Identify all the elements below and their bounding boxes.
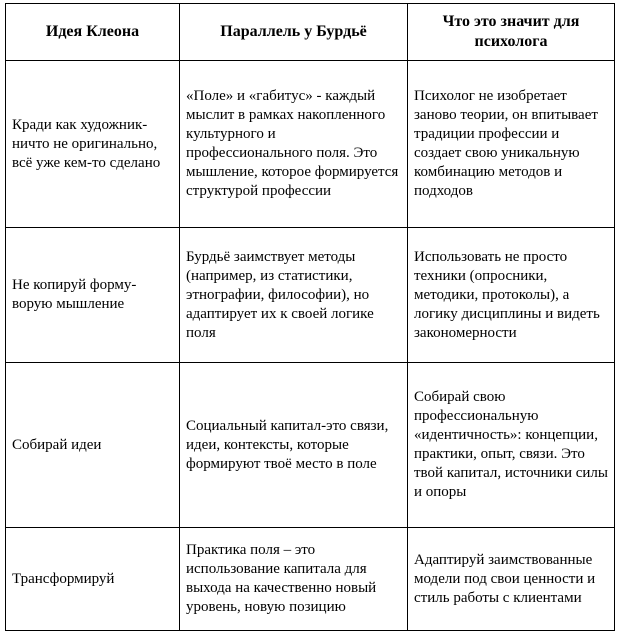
- cell-idea: Трансформируй: [6, 528, 180, 631]
- cell-meaning: Использовать не просто техники (опросники, методики, протоколы), а логику дисциплины и видеть закономерности: [408, 228, 615, 363]
- cell-idea: Не копируй форму-ворую мышление: [6, 228, 180, 363]
- header-bourdieu: Параллель у Бурдьё: [180, 4, 408, 61]
- cell-meaning: Психолог не изобретает заново теории, он впитывает традиции профессии и создает свою уникальную комбинацию методов и подходов: [408, 61, 615, 228]
- cell-bourdieu: «Поле» и «габитус» - каждый мыслит в рамках накопленного культурного и профессионального поля. Это мышление, которое формируется структурой профессии: [180, 61, 408, 228]
- table-row: [6, 61, 615, 228]
- cell-meaning: Собирай свою профессиональную «идентичность»: концепции, практики, опыт, связи. Это твой капитал, источники силы и опоры: [408, 363, 615, 528]
- header-idea: Идея Клеона: [6, 4, 180, 61]
- cell-idea: Собирай идеи: [6, 363, 180, 528]
- header-row: [6, 4, 615, 61]
- cell-meaning: Адаптируй заимствованные модели под свои ценности и стиль работы с клиентами: [408, 528, 615, 631]
- table-row: [6, 228, 615, 363]
- cell-idea: Кради как художник-ничто не оригинально, всё уже кем-то сделано: [6, 61, 180, 228]
- comparison-table: [5, 3, 615, 631]
- header-meaning: Что это значит для психолога: [408, 4, 615, 61]
- cell-bourdieu: Социальный капитал-это связи, идеи, контексты, которые формируют твоё место в поле: [180, 363, 408, 528]
- table-row: [6, 363, 615, 528]
- cell-bourdieu: Бурдьё заимствует методы (например, из статистики, этнографии, философии), но адаптирует их к своей логике поля: [180, 228, 408, 363]
- cell-bourdieu: Практика поля – это использование капитала для выхода на качественно новый уровень, новую позицию: [180, 528, 408, 631]
- table-row: [6, 528, 615, 631]
